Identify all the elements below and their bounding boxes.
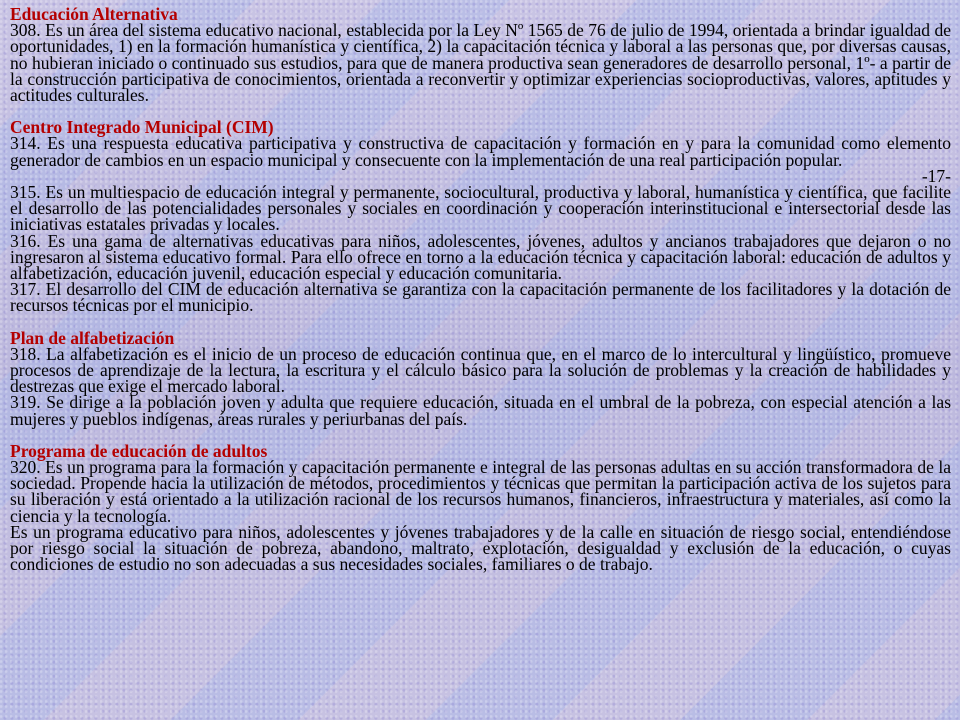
paragraph-programa-riesgo: Es un programa educativo para niños, adolescentes y jóvenes trabajadores y de la calle en situación de riesgo social, entendiéndose por riesgo social la situación de pobreza, abandono, maltrato, explotación, desigualdad y exclusión de la educación, o cuyas condiciones de estudio no son adecuadas a sus necesidades sociales, familiares o de trabajo. xyxy=(10,521,951,575)
document-slide xyxy=(10,6,951,573)
paragraph-308: 308. Es un área del sistema educativo nacional, establecida por la Ley Nº 1565 de 76 de julio de 1994, orientada a brindar igualdad de oportunidades, 1) en la formación humanística y científica, 2) la capacitación técnica y laboral a las personas que, por diversas causas, no hubieran iniciado o continuado sus estudios, para que de manera productiva sean generadores de desarrollo personal, 1º- a partir de la construcción participativa de conocimientos, orientada a reconvertir y optimizar experiencias socioproductivas, valores, aptitudes y actitudes culturales. xyxy=(10,20,951,106)
paragraph-317: 317. El desarrollo del CIM de educación alternativa se garantiza con la capacitación permanente de los facilitadores y la dotación de recursos técnicas por el municipio. xyxy=(10,279,951,316)
heading-alfabetizacion: Plan de alfabetización xyxy=(10,327,175,348)
page-number: -17- xyxy=(921,165,951,186)
paragraph-314: 314. Es una respuesta educativa participativa y constructiva de capacitación y formación en y para la comunidad como elemento generador de cambios en un espacio municipal y consecuente con la implementación de una real participación popular. xyxy=(10,133,951,170)
heading-cim: Centro Integrado Municipal (CIM) xyxy=(10,117,274,138)
paragraph-319: 319. Se dirige a la población joven y adulta que requiere educación, situada en el umbral de la pobreza, con especial atención a las mujeres y pueblos indígenas, áreas rurales y periurbanas del país. xyxy=(10,392,951,429)
heading-educacion-alternativa: Educación Alternativa xyxy=(10,4,178,24)
paragraph-320: 320. Es un programa para la formación y capacitación permanente e integral de las personas adultas en su acción transformadora de la sociedad. Propende hacia la utilización de métodos, procedimientos y técnicas que permitan la participación activa de los sujetos para su liberación y está orientado a la utilización racional de los recursos humanos, financieros, infraestructura y materiales, así como la ciencia y la tecnología. xyxy=(10,457,951,526)
paragraph-316: 316. Es una gama de alternativas educativas para niños, adolescentes, jóvenes, adultos y ancianos trabajadores que dejaron o no ingresaron al sistema educativo formal. Para ello ofrece en torno a la educación técnica y capacitación laboral: educación de adultos y alfabetización, educación juvenil, educación especial y educación comunitaria. xyxy=(10,230,951,284)
paragraph-315: 315. Es un multiespacio de educación integral y permanente, sociocultural, productiva y laboral, humanística y científica, que facilite el desarrollo de las potencialidades personales y sociales en coordinación y cooperación interinstitucional e intersectorial desde las iniciativas estatales privadas y locales. xyxy=(10,182,951,235)
heading-programa-adultos: Programa de educación de adultos xyxy=(10,440,268,461)
paragraph-318: 318. La alfabetización es el inicio de un proceso de educación continua que, en el marco de lo intercultural y lingüístico, promueve procesos de aprendizaje de la lectura, la escritura y el cálculo básico para la solución de problemas y la creación de habilidades y destrezas que exige el mercado laboral. xyxy=(10,343,951,397)
